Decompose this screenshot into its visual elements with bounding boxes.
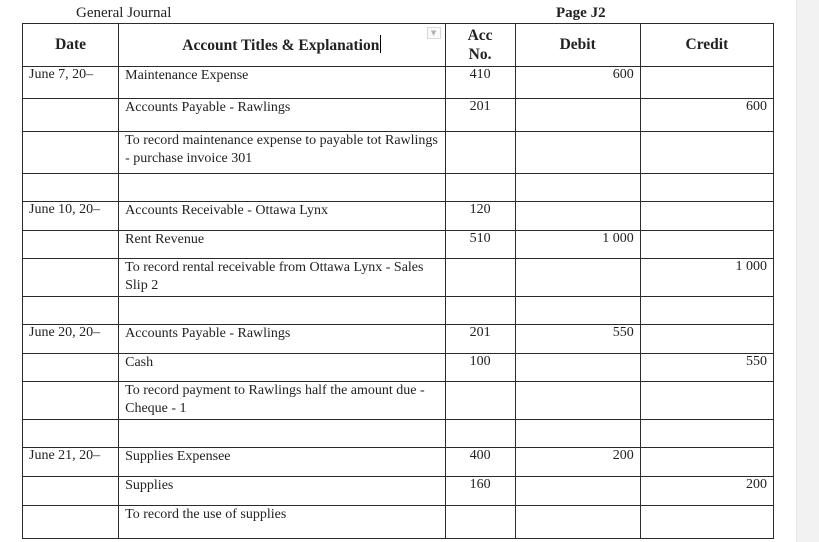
table-row	[23, 325, 774, 354]
credit-cell[interactable]: 600	[640, 99, 773, 132]
account-cell[interactable]: Accounts Payable - Rawlings	[119, 99, 445, 132]
debit-cell[interactable]: 550	[515, 325, 640, 354]
account-cell[interactable]: Cash	[119, 354, 445, 382]
acc-no-cell[interactable]: 120	[445, 202, 515, 231]
acc-no-cell[interactable]: 201	[445, 99, 515, 132]
credit-cell[interactable]	[640, 174, 773, 202]
debit-header-label: Debit	[559, 36, 596, 53]
table-row	[23, 231, 774, 259]
acc-no-cell[interactable]	[445, 420, 515, 448]
credit-header-label: Credit	[685, 36, 729, 53]
text-cursor	[380, 35, 381, 53]
account-header-label[interactable]: Account Titles & Explanation	[182, 37, 380, 54]
account-header[interactable]	[119, 24, 445, 67]
acc-no-cell[interactable]	[445, 174, 515, 202]
account-cell[interactable]: To record rental receivable from Ottawa Lynx - Sales Slip 2	[119, 259, 445, 297]
credit-cell[interactable]	[640, 506, 773, 539]
date-cell[interactable]	[23, 259, 119, 297]
credit-header	[640, 24, 773, 67]
acc-no-cell[interactable]	[445, 297, 515, 325]
acc-no-cell[interactable]	[445, 506, 515, 539]
account-cell[interactable]	[119, 420, 445, 448]
date-cell[interactable]	[23, 99, 119, 132]
date-cell[interactable]	[23, 297, 119, 325]
table-row	[23, 420, 774, 448]
table-row	[23, 297, 774, 325]
debit-cell[interactable]	[515, 99, 640, 132]
account-cell[interactable]: Rent Revenue	[119, 231, 445, 259]
date-header-label: Date	[55, 36, 87, 53]
acc-no-cell[interactable]: 400	[445, 448, 515, 477]
table-row	[23, 354, 774, 382]
journal-table	[22, 23, 774, 539]
table-row	[23, 382, 774, 420]
date-cell[interactable]: June 7, 20–	[23, 67, 119, 99]
acc-no-header-line2: No.	[468, 46, 492, 63]
credit-cell[interactable]	[640, 448, 773, 477]
table-row	[23, 259, 774, 297]
date-cell[interactable]: June 20, 20–	[23, 325, 119, 354]
date-cell[interactable]	[23, 382, 119, 420]
debit-header	[515, 24, 640, 67]
acc-no-header	[445, 24, 515, 67]
account-cell[interactable]: Maintenance Expense	[119, 67, 445, 99]
date-cell[interactable]	[23, 132, 119, 174]
credit-cell[interactable]: 200	[640, 477, 773, 506]
account-cell[interactable]: Accounts Payable - Rawlings	[119, 325, 445, 354]
journal-title: General Journal	[76, 5, 172, 21]
page-label: Page J2	[556, 5, 606, 21]
table-row	[23, 202, 774, 231]
debit-cell[interactable]	[515, 477, 640, 506]
debit-cell[interactable]	[515, 132, 640, 174]
table-row	[23, 174, 774, 202]
acc-no-cell[interactable]	[445, 382, 515, 420]
acc-no-header-line1: Acc	[467, 27, 493, 44]
debit-cell[interactable]	[515, 354, 640, 382]
acc-no-cell[interactable]: 100	[445, 354, 515, 382]
acc-no-cell[interactable]	[445, 259, 515, 297]
table-row	[23, 448, 774, 477]
credit-cell[interactable]: 1 000	[640, 259, 773, 297]
table-row	[23, 132, 774, 174]
debit-cell[interactable]	[515, 202, 640, 231]
debit-cell[interactable]	[515, 506, 640, 539]
credit-cell[interactable]: 550	[640, 354, 773, 382]
account-cell[interactable]	[119, 174, 445, 202]
table-row	[23, 506, 774, 539]
acc-no-cell[interactable]: 201	[445, 325, 515, 354]
debit-cell[interactable]	[515, 259, 640, 297]
table-row	[23, 99, 774, 132]
table-row	[23, 67, 774, 99]
debit-cell[interactable]: 1 000	[515, 231, 640, 259]
credit-cell[interactable]	[640, 202, 773, 231]
date-cell[interactable]	[23, 420, 119, 448]
account-cell[interactable]: To record the use of supplies	[119, 506, 445, 539]
scrollbar[interactable]	[796, 0, 819, 542]
debit-cell[interactable]: 600	[515, 67, 640, 99]
account-cell[interactable]: To record payment to Rawlings half the amount due - Cheque - 1	[119, 382, 445, 420]
acc-no-cell[interactable]: 510	[445, 231, 515, 259]
date-cell[interactable]	[23, 174, 119, 202]
date-header	[23, 24, 119, 67]
account-cell[interactable]: To record maintenance expense to payable tot Rawlings - purchase invoice 301	[119, 132, 445, 174]
credit-cell[interactable]	[640, 382, 773, 420]
debit-cell[interactable]	[515, 297, 640, 325]
account-cell[interactable]: Supplies	[119, 477, 445, 506]
date-cell[interactable]	[23, 477, 119, 506]
debit-cell[interactable]: 200	[515, 448, 640, 477]
date-cell[interactable]: June 21, 20–	[23, 448, 119, 477]
credit-cell[interactable]	[640, 325, 773, 354]
credit-cell[interactable]	[640, 420, 773, 448]
acc-no-cell[interactable]: 160	[445, 477, 515, 506]
date-cell[interactable]	[23, 231, 119, 259]
debit-cell[interactable]	[515, 420, 640, 448]
credit-cell[interactable]	[640, 297, 773, 325]
date-cell[interactable]: June 10, 20–	[23, 202, 119, 231]
credit-cell[interactable]	[640, 67, 773, 99]
account-cell[interactable]: Supplies Expensee	[119, 448, 445, 477]
debit-cell[interactable]	[515, 382, 640, 420]
chevron-down-icon[interactable]: ▼	[427, 27, 441, 39]
account-cell[interactable]	[119, 297, 445, 325]
acc-no-cell[interactable]: 410	[445, 67, 515, 99]
date-cell[interactable]	[23, 506, 119, 539]
account-cell[interactable]: Accounts Receivable - Ottawa Lynx	[119, 202, 445, 231]
header-row	[23, 24, 774, 67]
date-cell[interactable]	[23, 354, 119, 382]
credit-cell[interactable]	[640, 231, 773, 259]
credit-cell[interactable]	[640, 132, 773, 174]
table-row	[23, 477, 774, 506]
debit-cell[interactable]	[515, 174, 640, 202]
acc-no-cell[interactable]	[445, 132, 515, 174]
